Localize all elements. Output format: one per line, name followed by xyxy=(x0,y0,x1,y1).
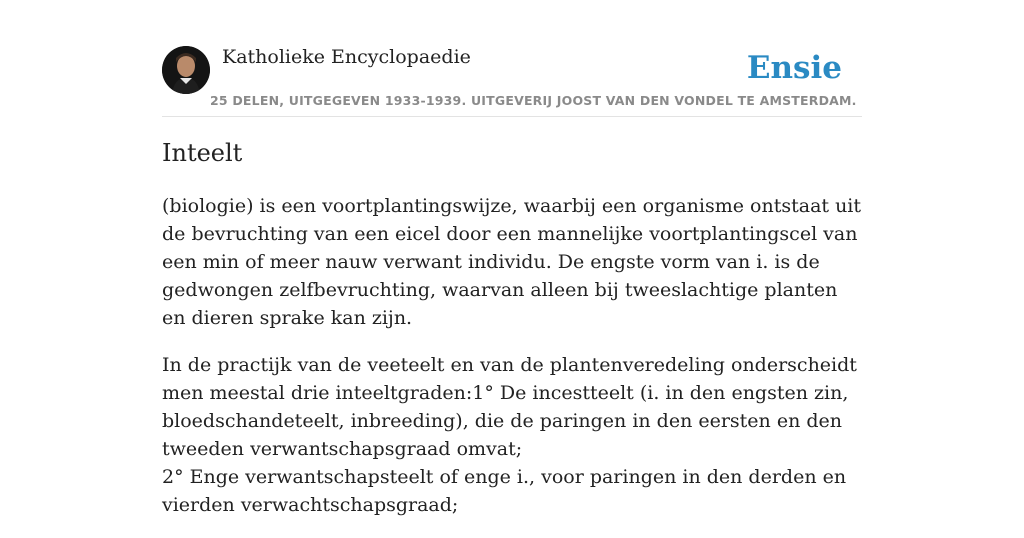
article-body xyxy=(162,192,862,538)
source-header xyxy=(162,46,862,117)
article-paragraph-line: In de practijk van de veeteelt en van de plantenveredeling onderscheidt men meestal drie inteeltgraden:1° De incestteelt (i. in den engsten zin, bloedschandeteelt, inbreeding), die de paringen in den eersten en den tweeden verwantschapsgraad omvat; xyxy=(162,354,857,460)
article-paragraph-line: 2° Enge verwantschapsteelt of enge i., voor paringen in den derden en vierden verwachtschapsgraad; xyxy=(162,466,847,516)
article-paragraph: (biologie) is een voortplantingswijze, waarbij een organisme ontstaat uit de bevruchting van een eicel door een mannelijke voortplantingscel van een min of meer nauw verwant individu. De engste vorm van i. is de gedwongen zelfbevruchting, waarvan alleen bij tweeslachtige planten en dieren sprake kan zijn. xyxy=(162,195,862,329)
source-title[interactable]: Katholieke Encyclopaedie xyxy=(222,46,471,68)
ensie-logo-link[interactable]: Ensie xyxy=(746,50,842,86)
article-paragraph xyxy=(162,351,862,519)
portrait-avatar-icon[interactable] xyxy=(162,46,210,94)
article-title: Inteelt xyxy=(162,139,243,167)
source-subtitle: 25 DELEN, UITGEGEVEN 1933-1939. UITGEVERIJ JOOST VAN DEN VONDEL TE AMSTERDAM. xyxy=(210,93,857,108)
